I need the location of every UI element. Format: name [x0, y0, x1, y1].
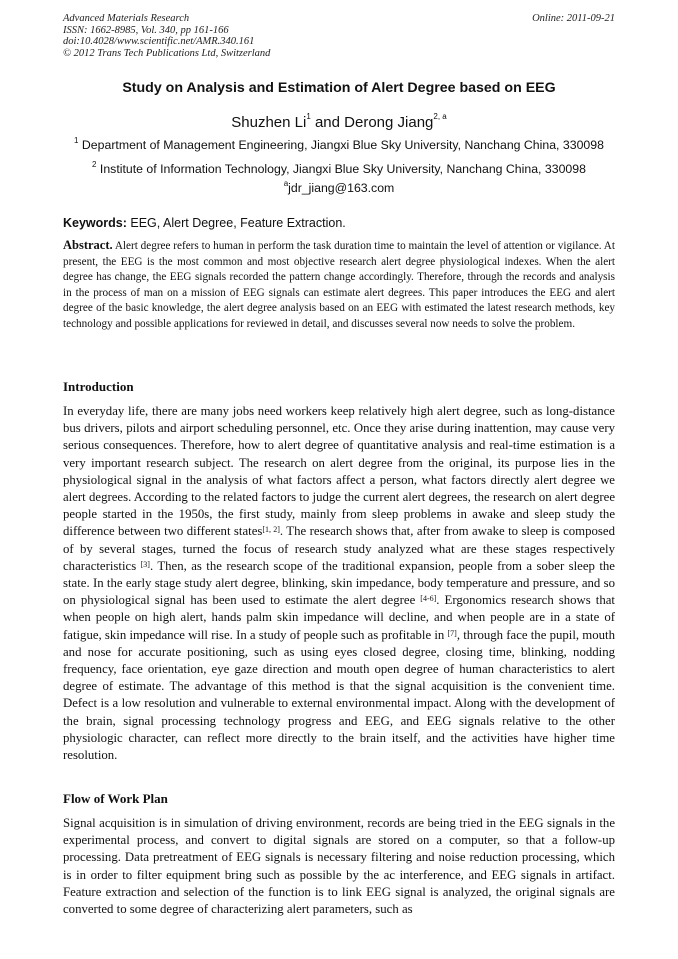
journal-header: [63, 13, 615, 59]
introduction-heading: Introduction: [63, 379, 134, 394]
email-sup: a: [283, 179, 289, 188]
affiliation-2: [0, 162, 678, 176]
introduction-body: [63, 403, 615, 764]
keywords-text: EEG, Alert Degree, Feature Extraction.: [126, 216, 346, 230]
affiliation-2-text: Institute of Information Technology, Jiangxi Blue Sky University, Nanchang China, 330098: [99, 162, 586, 176]
intro-text-3: . Then, as the research scope of the traditional expansion, people from a sober sleep the state. In the early stage study alert degree, blinking, skin impedance, body temperature and pressure, and so on physiological signal has been used to estimate the alert degree: [63, 558, 615, 608]
copyright-line: © 2012 Trans Tech Publications Ltd, Switzerland: [63, 47, 271, 59]
affiliation-1-text: Department of Management Engineering, Jiangxi Blue Sky University, Nanchang China, 330098: [81, 138, 604, 152]
citation-2: [3]: [140, 559, 150, 569]
keywords: [63, 216, 615, 230]
abstract-label: Abstract.: [63, 238, 113, 252]
author-line: [0, 114, 678, 131]
affiliation-1: [0, 138, 678, 152]
keywords-label: Keywords:: [63, 216, 127, 230]
affiliation-2-sup: 2: [92, 160, 97, 169]
abstract-text: Alert degree refers to human in perform the task duration time to maintain the level of attention or vigilance. At present, the EEG is the most common and most objective research alert degree physiological indexes. When the alert degree has change, the EEG signals recorded the pattern change accordingly. Therefore, through the records and analysis in the process of man on a mission of EEG signals can estimate alert degrees. This paper introduces the EEG and alert degree of the basic knowledge, the alert degree analysis based on an EEG with estimated the latest research methods, key technology and possible applications for reviewed in detail, and discusses several now needs to solve the problem.: [63, 240, 615, 330]
citation-1: [1, 2]: [262, 525, 280, 535]
intro-text-1: In everyday life, there are many jobs need workers keep relatively high alert degree, such as long-distance bus drivers, pilots and airport scheduling personnel, etc. Once they arise during inattention, may cause very serious consequences. Therefore, how to alert degree of quantitative analysis and real-time estimation is a very important research subject. The research on alert degree from the original, its purpose lies in the physiological signal in the analysis of what factors affect a person, what factors directly alert degree we alert degrees. According to the related factors to judge the current alert degrees, the research on alert degree people started in the 1950s, the first study, mainly from sleep problems in awake and sleep study the difference between two different states: [63, 404, 615, 539]
email-text: jdr_jiang@163.com: [288, 181, 395, 195]
paper-title: Study on Analysis and Estimation of Alert Degree based on EEG: [122, 80, 556, 96]
flow-heading: Flow of Work Plan: [63, 791, 168, 806]
author-1-sup: 1: [306, 112, 311, 121]
author-2-sup: 2, a: [433, 112, 447, 121]
issn-line: ISSN: 1662-8985, Vol. 340, pp 161-166: [63, 24, 229, 36]
email-line: [0, 181, 678, 195]
intro-text-2: . The research shows that, after from awake to sleep is composed of by several stages, turned the focus of research study analyzed what are these stages respectively characteristics: [63, 524, 615, 573]
author-1: Shuzhen Li: [231, 114, 307, 131]
flow-body: Signal acquisition is in simulation of driving environment, records are being tried in the EEG signals in the experimental process, and convert to digital signals are stored on a computer, so that a follow-up processing. Data pretreatment of EEG signals is necessary filtering and noise reduction processing, which is in order to filter equipment bring such as possible by the ac interference, and EEG signals in artifact. Feature extraction and selection of the function is to link EEG signal is analyzed, the original signals are converted to some degree of characterizing alert parameters, such as: [63, 816, 615, 917]
intro-text-4: . Ergonomics research shows that when people on high alert, hands palm skin impedance will decline, and when people are in a state of fatigue, skin impedance will rise. In a study of people such as profitable in: [63, 593, 615, 642]
affiliation-1-sup: 1: [74, 136, 79, 145]
journal-name: Advanced Materials Research: [63, 13, 190, 24]
abstract: [63, 238, 615, 332]
author-and: and: [310, 114, 345, 131]
citation-4: [7]: [447, 628, 457, 638]
author-2: Derong Jiang: [344, 114, 434, 131]
doi-line: doi:10.4028/www.scientific.net/AMR.340.161: [63, 36, 255, 48]
online-date: Online: 2011-09-21: [532, 13, 615, 24]
intro-text-5: , through face the pupil, mouth and nose for accurate positioning, such as using eyes closed degree, closing time, blinking, nodding frequency, face orientation, eye gaze direction and mouth open degree of human characteristics to alert degree of estimate. The advantage of this method is that the signal acquisition is the convenient time. Defect is a low resolution and vulnerable to external environmental impact. Along with the development of the brain, signal processing technology progress and EEG, and EEG signals relative to the other physiologic character, can reflect more directly to the brain itself, and the activities have higher time resolution.: [63, 627, 615, 763]
citation-3: [4-6]: [420, 594, 437, 604]
